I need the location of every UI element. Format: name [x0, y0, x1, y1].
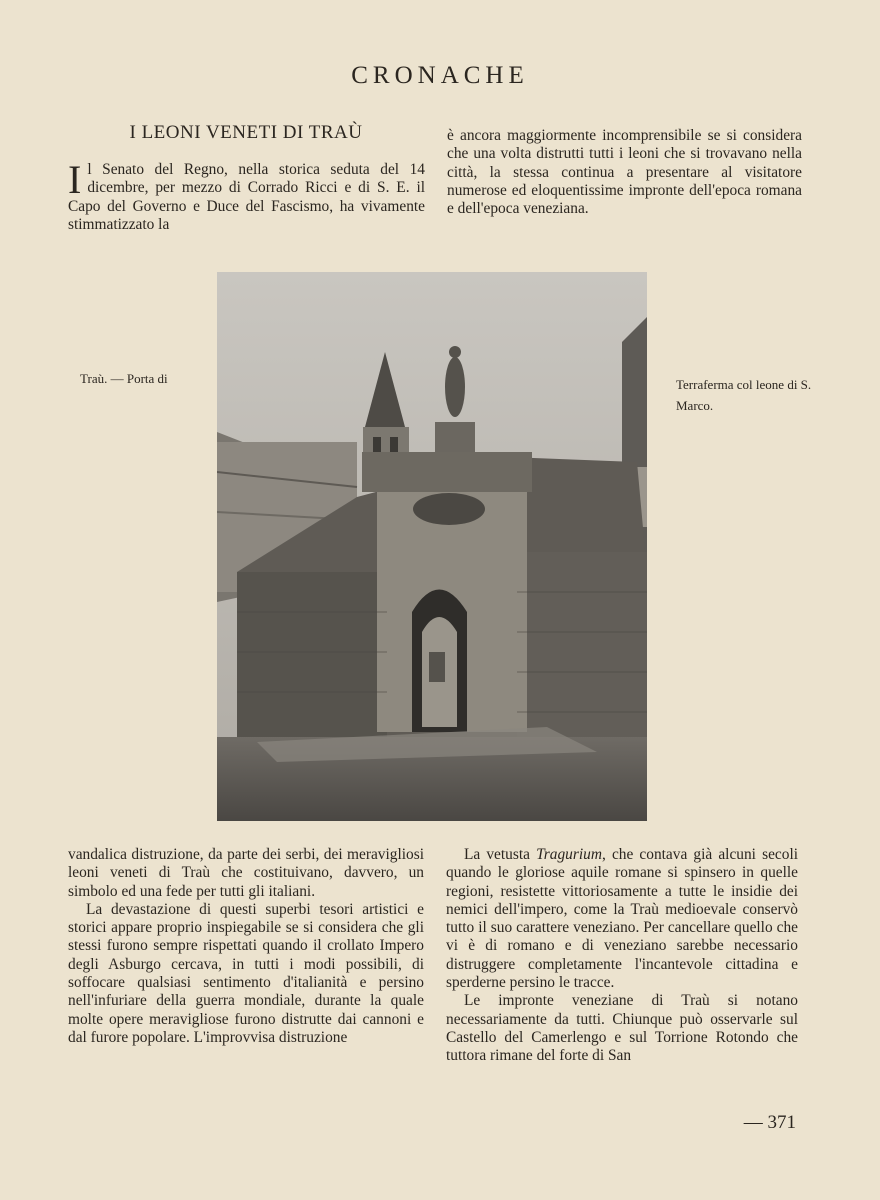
- gate-illustration: [217, 272, 647, 821]
- top-right-paragraph: è ancora maggiormente incomprensibile se si considera che una volta distrutti tutti i leoni che si trovavano nella città, la stessa continua a presentare al visitatore numerose ed eloquentissime impronte dell'epoca romana e dell'epoca veneziana.: [447, 127, 802, 218]
- top-right-column: [447, 127, 802, 218]
- gate-photograph: [217, 272, 647, 821]
- paragraph: vandalica distruzione, da parte dei serbi, dei meravigliosi leoni veneti di Traù che costituivano, davvero, un simbolo ed una fede per tutti gli italiani.: [68, 846, 424, 900]
- intro-paragraph: [68, 157, 425, 234]
- text-run: La vetusta: [464, 846, 537, 863]
- drop-cap: I: [68, 157, 82, 202]
- bottom-right-column: [446, 846, 798, 1066]
- paragraph: [446, 846, 798, 992]
- page-number: — 371: [743, 1112, 796, 1133]
- paragraph: Le impronte veneziane di Traù si notano necessariamente da tutti. Chiunque può osservarle sul Castello del Camerlengo e sul Torrione Rotondo che tuttora rimane del forte di San: [446, 992, 798, 1065]
- section-title: CRONACHE: [351, 62, 529, 89]
- caption-left: Traù. — Porta di: [80, 371, 168, 386]
- italic-term: Tragurium: [536, 846, 602, 863]
- intro-column: [68, 157, 425, 234]
- bottom-left-column: [68, 846, 424, 1047]
- paragraph: La devastazione di questi superbi tesori artistici e storici appare proprio inspiegabile se si considera che gli stessi furono sempre rispettati quando il crollato Impero degli Asburgo cercava, in tutti i modi possibili, di soffocare qualsiasi sentimento d'italianità e persino nell'infuriare della guerra mondiale, durante la quale molte opere meravigliose furono distrutte dai cannoni e dal furore popolare. L'improvvisa distruzione: [68, 900, 424, 1046]
- text-run: , che contava già alcuni secoli quando le gloriose aquile romane si spinsero in quelle regioni, resistette vittoriosamente a tutte le insidie dei nemici dell'impero, come la Traù medioevale conservò tutto il suo carattere veneziano. Per cancellare quello che vi è di romano e di veneziano sarebbe necessario distruggere completamente l'incantevole cittadina e sperderne persino le tracce.: [446, 846, 798, 992]
- article-title: I LEONI VENETI DI TRAÙ: [129, 122, 363, 143]
- intro-text: l Senato del Regno, nella storica seduta del 14 dicembre, per mezzo di Corrado Ricci e di S. E. il Capo del Governo e Duce del Fascismo, ha vivamente stimmatizzato la: [68, 161, 425, 233]
- caption-right: Terraferma col leone di S. Marco.: [676, 377, 812, 413]
